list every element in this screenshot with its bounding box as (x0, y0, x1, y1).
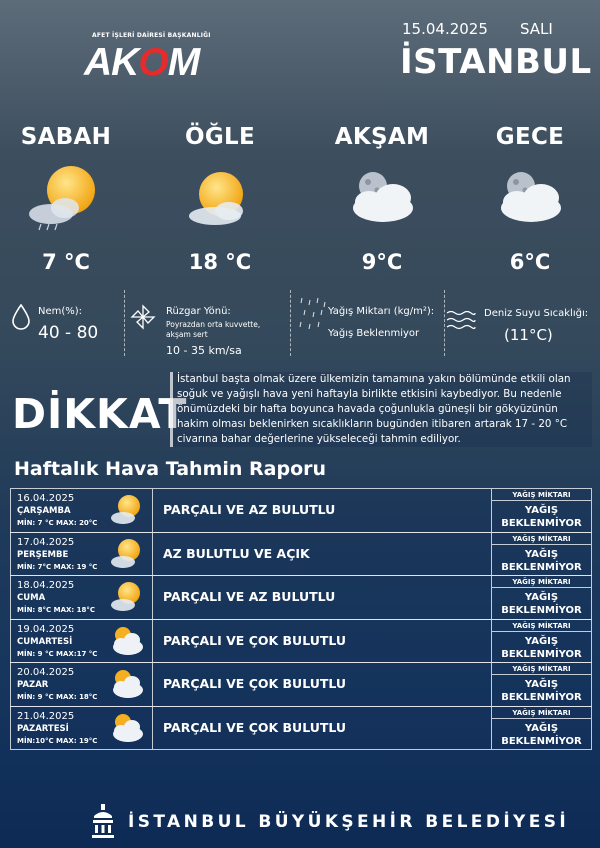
warning-text: İstanbul başta olmak üzere ülkemizin tamamına yakın bölümünde etkili olan soğuk ve yağışlı hava yeni haftayla birlikte etkisini kaybediyor. Bu nedenle önümüzdeki bir hafta boyunca havada çoğunlukla güneşli bir gökyüzünün hakim olması beklenirken sıcaklıkların bugünden itibaren artarak 17 - 20 °C civarına bahar değerlerine yükseleceği tahmin ediliyor. (170, 372, 592, 447)
rain-value: YAĞIŞ BEKLENMİYOR (501, 635, 582, 660)
wind-description: Poyrazdan orta kuvvette, akşam sert (166, 320, 261, 339)
rain-cell (491, 489, 591, 532)
row-description: PARÇALI VE AZ BULUTLU (163, 589, 336, 604)
period-temp: 18 °C (188, 250, 252, 274)
rain-header: YAĞIŞ MİKTARI (492, 663, 591, 675)
rain-value: YAĞIŞ BEKLENMİYOR (501, 679, 582, 703)
row-day: CUMA (17, 593, 46, 603)
period-name: SABAH (20, 124, 112, 150)
row-day: CUMARTESİ (17, 636, 73, 647)
sun-cloud-icon (175, 162, 265, 232)
rain-header: YAĞIŞ MİKTARI (492, 707, 591, 719)
sea-temp-stat (446, 290, 600, 360)
sea-temp-value: (11°C) (504, 326, 553, 344)
day-cell (11, 620, 153, 663)
period-temp: 7 °C (42, 250, 90, 274)
pinwheel-icon (130, 304, 156, 330)
row-day: PAZARTESİ (17, 723, 69, 734)
rain-header: YAĞIŞ MİKTARI (492, 489, 591, 501)
table-row (10, 662, 592, 707)
row-description: PARÇALI VE ÇOK BULUTLU (163, 632, 347, 648)
rain-value: Yağış Beklenmiyor (328, 328, 420, 339)
report-date: 15.04.2025 (402, 20, 488, 38)
table-row (10, 619, 592, 664)
weekly-title: Haftalık Hava Tahmin Raporu (14, 458, 327, 480)
row-date: 21.04.2025 (17, 710, 75, 722)
cloud-sun-icon (107, 623, 145, 659)
table-row (10, 706, 592, 751)
footer (0, 800, 600, 848)
rain-header: YAĞIŞ MİKTARI (492, 620, 591, 632)
logo-word-ring: O (138, 41, 168, 84)
row-date: 18.04.2025 (17, 580, 75, 591)
period-temp: 6°C (509, 250, 551, 274)
row-date: 20.04.2025 (17, 667, 75, 678)
rain-cell (491, 576, 591, 619)
row-description: PARÇALI VE ÇOK BULUTLU (163, 719, 347, 735)
day-cell (11, 576, 153, 619)
period-night (460, 124, 600, 274)
row-min-max: MİN: 7 °C MAX: 20°C (17, 519, 98, 527)
row-day: PAZAR (17, 680, 49, 690)
moon-cloud-icon (485, 162, 575, 232)
row-min-max: MİN: 9 °C MAX: 18°C (17, 693, 98, 701)
row-day: ÇARŞAMBA (17, 506, 71, 516)
cloud-sun-icon (107, 666, 145, 702)
rain-cell (491, 620, 591, 663)
city-name: İSTANBUL (400, 42, 592, 82)
row-description: AZ BULUTLU VE AÇIK (163, 545, 310, 561)
rain-cell (491, 707, 591, 750)
moon-cloud-icon (337, 162, 427, 232)
waves-icon (446, 308, 476, 332)
droplet-icon (12, 304, 30, 330)
cloud-sun-icon (107, 710, 145, 746)
ibb-logo-icon (88, 802, 118, 840)
humidity-value: 40 - 80 (38, 323, 99, 343)
rain-header: YAĞIŞ MİKTARI (492, 533, 591, 545)
row-min-max: MİN:10°C MAX: 19°C (17, 736, 98, 745)
row-date: 17.04.2025 (17, 536, 75, 548)
report-day: SALI (520, 20, 553, 38)
sun-cloud-icon (107, 579, 145, 615)
divider (290, 290, 291, 356)
day-cell (11, 707, 153, 750)
logo-org-name: AFET İŞLERİ DAİRESİ BAŞKANLIĞI (92, 32, 211, 39)
row-description: PARÇALI VE ÇOK BULUTLU (163, 676, 347, 691)
row-date: 16.04.2025 (17, 493, 75, 504)
table-row (10, 575, 592, 620)
rain-value: YAĞIŞ BEKLENMİYOR (501, 592, 582, 616)
period-evening (312, 124, 452, 274)
logo-word (84, 41, 199, 85)
rain-cell (491, 663, 591, 706)
row-date: 19.04.2025 (17, 623, 75, 635)
humidity-stat (10, 290, 120, 360)
sea-temp-label: Deniz Suyu Sıcaklığı: (484, 308, 589, 319)
rain-stat (294, 290, 444, 360)
rain-icon (298, 296, 328, 336)
rain-cell (491, 533, 591, 576)
period-morning (0, 124, 136, 274)
divider (124, 290, 125, 356)
warning-title: DİKKAT (12, 390, 188, 438)
wind-label: Rüzgar Yönü: (166, 306, 231, 317)
period-noon (150, 124, 290, 274)
sun-cloud-icon (107, 492, 145, 528)
rain-label: Yağış Miktarı (kg/m²): (328, 306, 435, 317)
weekly-table (10, 488, 592, 749)
footer-text: İSTANBUL BÜYÜKŞEHİR BELEDİYESİ (128, 812, 570, 832)
stats-bar (0, 290, 600, 360)
period-name: AKŞAM (334, 124, 430, 150)
period-temp: 9°C (361, 250, 403, 274)
table-row (10, 532, 592, 577)
rain-value: YAĞIŞ BEKLENMİYOR (501, 505, 582, 529)
period-name: GECE (495, 124, 565, 150)
row-min-max: MİN: 9 °C MAX:17 °C (17, 649, 98, 658)
row-min-max: MİN: 8°C MAX: 18°C (17, 606, 96, 614)
period-name: ÖĞLE (185, 124, 255, 150)
row-min-max: MİN: 7°C MAX: 19 °C (17, 562, 98, 571)
wind-stat (128, 290, 288, 360)
logo-word-start: AK (84, 41, 139, 84)
akom-logo (84, 32, 214, 82)
day-cell (11, 663, 153, 706)
sun-cloud-icon (107, 536, 145, 572)
humidity-label: Nem(%): (38, 306, 83, 317)
rain-value: YAĞIŞ BEKLENMİYOR (501, 722, 582, 747)
day-cell (11, 533, 153, 576)
table-row (10, 488, 592, 533)
rain-value: YAĞIŞ BEKLENMİYOR (501, 548, 582, 573)
rain-header: YAĞIŞ MİKTARI (492, 576, 591, 588)
sun-cloud-icon (21, 162, 111, 232)
wind-value: 10 - 35 km/sa (166, 344, 242, 357)
divider (444, 290, 445, 356)
row-day: PERŞEMBE (17, 549, 69, 560)
day-cell (11, 489, 153, 532)
logo-word-end: M (167, 41, 200, 84)
row-description: PARÇALI VE AZ BULUTLU (163, 502, 336, 517)
